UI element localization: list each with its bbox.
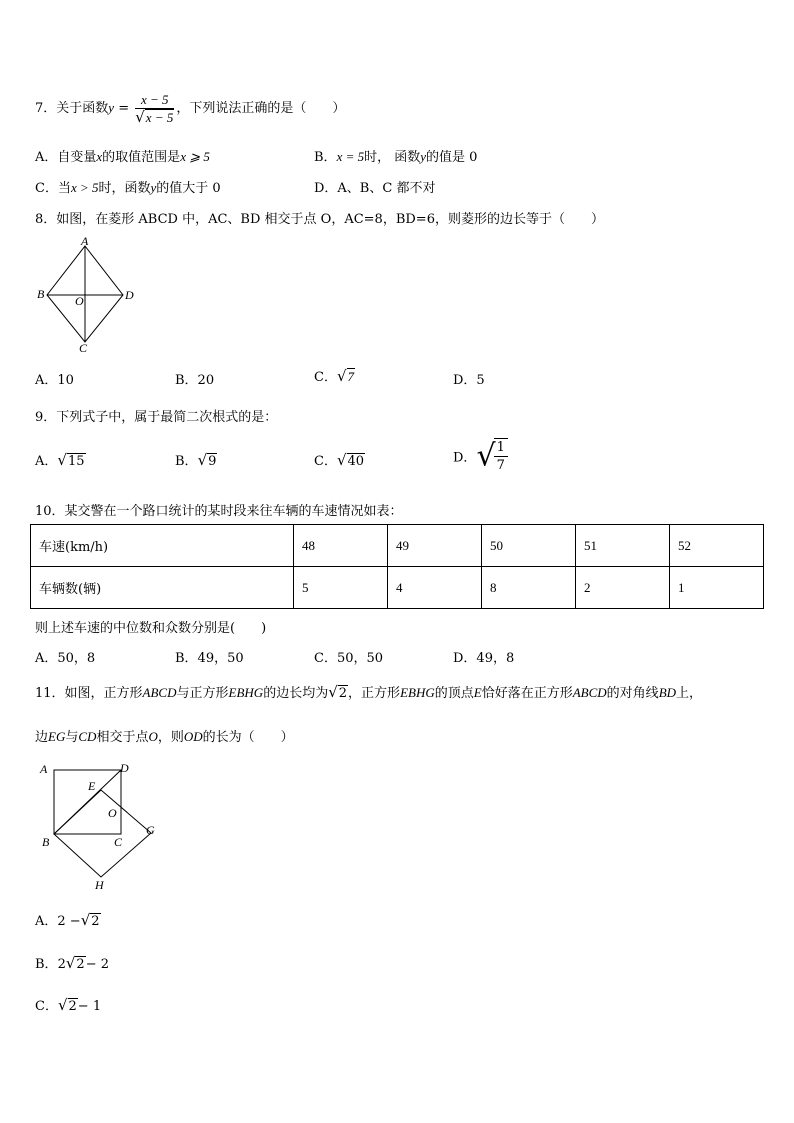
radical-icon: √ xyxy=(476,438,496,474)
radical-icon: √ xyxy=(80,911,91,929)
q7-numerator: x − 5 xyxy=(135,91,174,109)
q9-option-b: B．√9 xyxy=(175,451,217,469)
label-g: G xyxy=(146,823,155,837)
q10-option-a: A．50，8 xyxy=(35,651,96,666)
q8-stem: 8．如图，在菱形 ABCD 中，AC、BD 相交于点 O，AC=8，BD=6，则菱形的边长等于（ ） xyxy=(35,212,604,227)
q9-stem: 9．下列式子中，属于最简二次根式的是： xyxy=(35,410,278,425)
label-c: C xyxy=(114,835,123,849)
label-c: C xyxy=(79,341,88,355)
q10-option-b: B．49，50 xyxy=(175,651,244,666)
rhombus-figure xyxy=(30,234,150,358)
label-b: B xyxy=(42,835,50,849)
q11-option-a: A．2 −√2 xyxy=(35,911,100,929)
q11-option-c: C．√2− 1 xyxy=(35,996,102,1014)
radical-icon: √ xyxy=(57,451,67,469)
q9-option-a: A．√15 xyxy=(35,451,85,469)
q8-option-d: D．5 xyxy=(453,373,485,388)
speed-table xyxy=(30,524,764,609)
q9-option-c: C．√40 xyxy=(314,451,365,469)
label-a: A xyxy=(40,762,48,776)
q7-option-a: A．自变量x的取值范围是x ⩾ 5 xyxy=(35,149,210,165)
table-row: 车辆数(辆) 5 4 8 2 1 xyxy=(31,567,764,609)
q10-option-c: C．50，50 xyxy=(314,651,384,666)
q7-denominator-root xyxy=(135,109,174,127)
q7-stem xyxy=(35,88,345,129)
label-e: E xyxy=(88,779,96,793)
label-b: B xyxy=(37,287,45,301)
squares-figure xyxy=(34,760,164,894)
q7-denominator: x − 5 xyxy=(145,109,174,125)
q10-option-d: D．49，8 xyxy=(453,651,515,666)
q7-option-d: D．A、B、C 都不对 xyxy=(314,181,436,196)
q11-stem-line2: 边EG与CD相交于点O，则OD的长为（ ） xyxy=(35,729,294,745)
radical-icon: √ xyxy=(135,107,145,126)
q7-func-y: y xyxy=(108,100,115,115)
table-row: 车速(km/h) 48 49 50 51 52 xyxy=(31,525,764,567)
q7-prefix: 7．关于函数 xyxy=(35,101,109,116)
q8-option-a: A．10 xyxy=(35,373,74,388)
label-o: O xyxy=(75,294,84,308)
q9-option-d: D．√ $\frac{1}{7}$ xyxy=(453,438,510,474)
label-d: D xyxy=(120,761,129,775)
q8-option-c: C．√7 xyxy=(314,367,355,385)
q7-option-b: B．x = 5时， 函数y的值是 0 xyxy=(314,149,478,165)
q11-stem-line1: 11．如图，正方形ABCD与正方形EBHG的边长均为√2，正方形EBHG的顶点E恰好落在正方形ABCD的对角线BD上， xyxy=(35,683,703,701)
radical-icon: √ xyxy=(57,996,68,1014)
q8-option-b: B．20 xyxy=(175,373,215,388)
radical-icon: √ xyxy=(65,954,76,972)
q11-option-b: B．2√2− 2 xyxy=(35,954,109,972)
radical-icon: √ xyxy=(336,451,347,469)
label-a: A xyxy=(81,234,89,248)
q10-follow: 则上述车速的中位数和众数分别是( ) xyxy=(35,621,267,636)
q7-suffix: ，下列说法正确的是（ ） xyxy=(176,101,346,116)
q7-func-eq: = xyxy=(114,101,134,116)
radical-icon: √ xyxy=(197,451,208,469)
label-h: H xyxy=(95,878,104,892)
q7-fraction xyxy=(135,91,174,127)
radical-icon: √ xyxy=(336,367,347,385)
radical-icon: √ xyxy=(328,683,338,701)
label-o: O xyxy=(108,806,117,820)
q7-option-c: C．当x > 5时，函数y的值大于 0 xyxy=(35,180,221,196)
label-d: D xyxy=(125,288,134,302)
q10-stem: 10．某交警在一个路口统计的某时段来往车辆的车速情况如表： xyxy=(35,504,403,519)
